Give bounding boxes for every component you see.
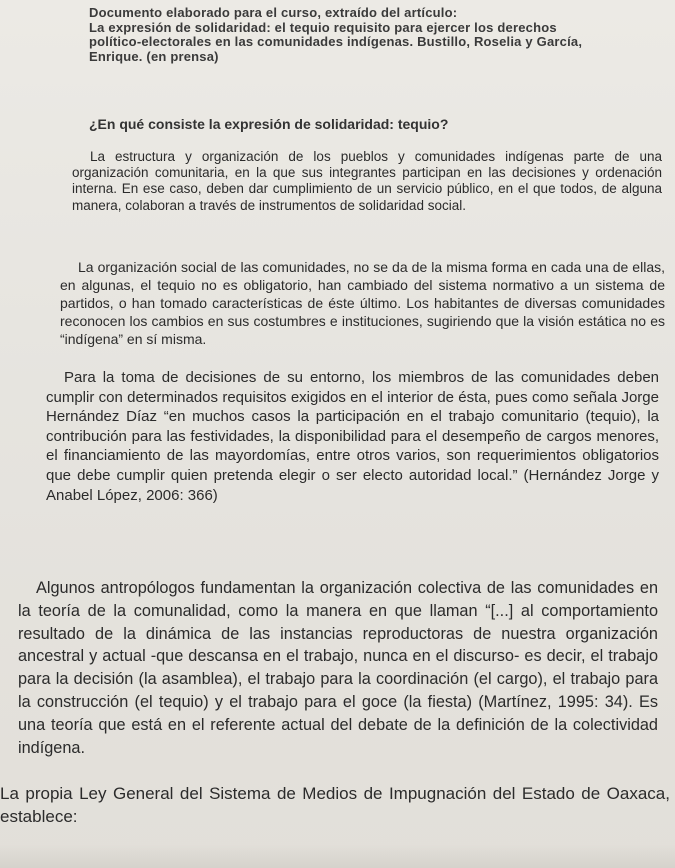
paragraph-1-text: La estructura y organización de los pueblos y comunidades indígenas parte de una organización comunitaria, en la que sus integrantes participan en las decisiones y ordenación interna. En ese caso, deben dar cumplimiento de un servicio público, en el que todos, de alguna manera, colaboran a través de instrumentos de solidaridad social.: [72, 149, 662, 213]
paragraph-5: [0, 782, 670, 828]
document-header: [89, 6, 634, 64]
page-shadow: [0, 844, 675, 868]
paragraph-3: [46, 368, 659, 505]
paragraph-2-text: La organización social de las comunidades, no se da de la misma forma en cada una de ellas, en algunas, el tequio no es obligatorio, han cambiado del sistema normativo a un sistema de partidos, o han tomado características de éste último. Los habitantes de diversas comunidades reconocen los cambios en sus costumbres e instituciones, sugiriendo que la visión estática no es “indígena” en sí misma.: [60, 259, 665, 347]
paragraph-4: [18, 577, 658, 759]
paragraph-3-text: Para la toma de decisiones de su entorno, los miembros de las comunidades deben cumplir con determinados requisitos exigidos en el interior de ésta, pues como señala Jorge Hernández Díaz “en muchos casos la participación en el trabajo comunitario (tequio), la contribución para las festividades, la disponibilidad para el desempeño de cargos menores, el financiamiento de las mayordomías, entre otros varios, son requerimientos obligatorios que debe cumplir quien pretenda elegir o ser electo autoridad local.” (Hernández Jorge y Anabel López, 2006: 366): [46, 369, 659, 504]
paragraph-5-text: La propia Ley General del Sistema de Medios de Impugnación del Estado de Oaxaca, establece:: [0, 784, 670, 826]
section-question: ¿En qué consiste la expresión de solidaridad: tequio?: [89, 116, 449, 132]
header-line-3: político-electorales en las comunidades indígenas. Bustillo, Roselia y García,: [89, 34, 583, 49]
paragraph-1: [72, 149, 662, 214]
paragraph-2: [60, 258, 665, 348]
paragraph-4-text: Algunos antropólogos fundamentan la organización colectiva de las comunidades en la teoría de la comunalidad, como la manera en que llaman “[...] al comportamiento resultado de la dinámica de las instancias reproductoras de nuestra organización ancestral y actual -que descansa en el trabajo, nunca en el discurso- es decir, el trabajo para la decisión (la asamblea), el trabajo para la coordinación (el cargo), el trabajo para la construcción (el tequio) y el trabajo para el goce (la fiesta) (Martínez, 1995: 34). Es una teoría que está en el referente actual del debate de la definición de la colectividad indígena.: [18, 579, 658, 757]
header-line-4: Enrique. (en prensa): [89, 48, 219, 64]
header-line-1: Documento elaborado para el curso, extraído del artículo:: [89, 5, 458, 20]
header-line-2: La expresión de solidaridad: el tequio requisito para ejercer los derechos: [89, 19, 557, 35]
